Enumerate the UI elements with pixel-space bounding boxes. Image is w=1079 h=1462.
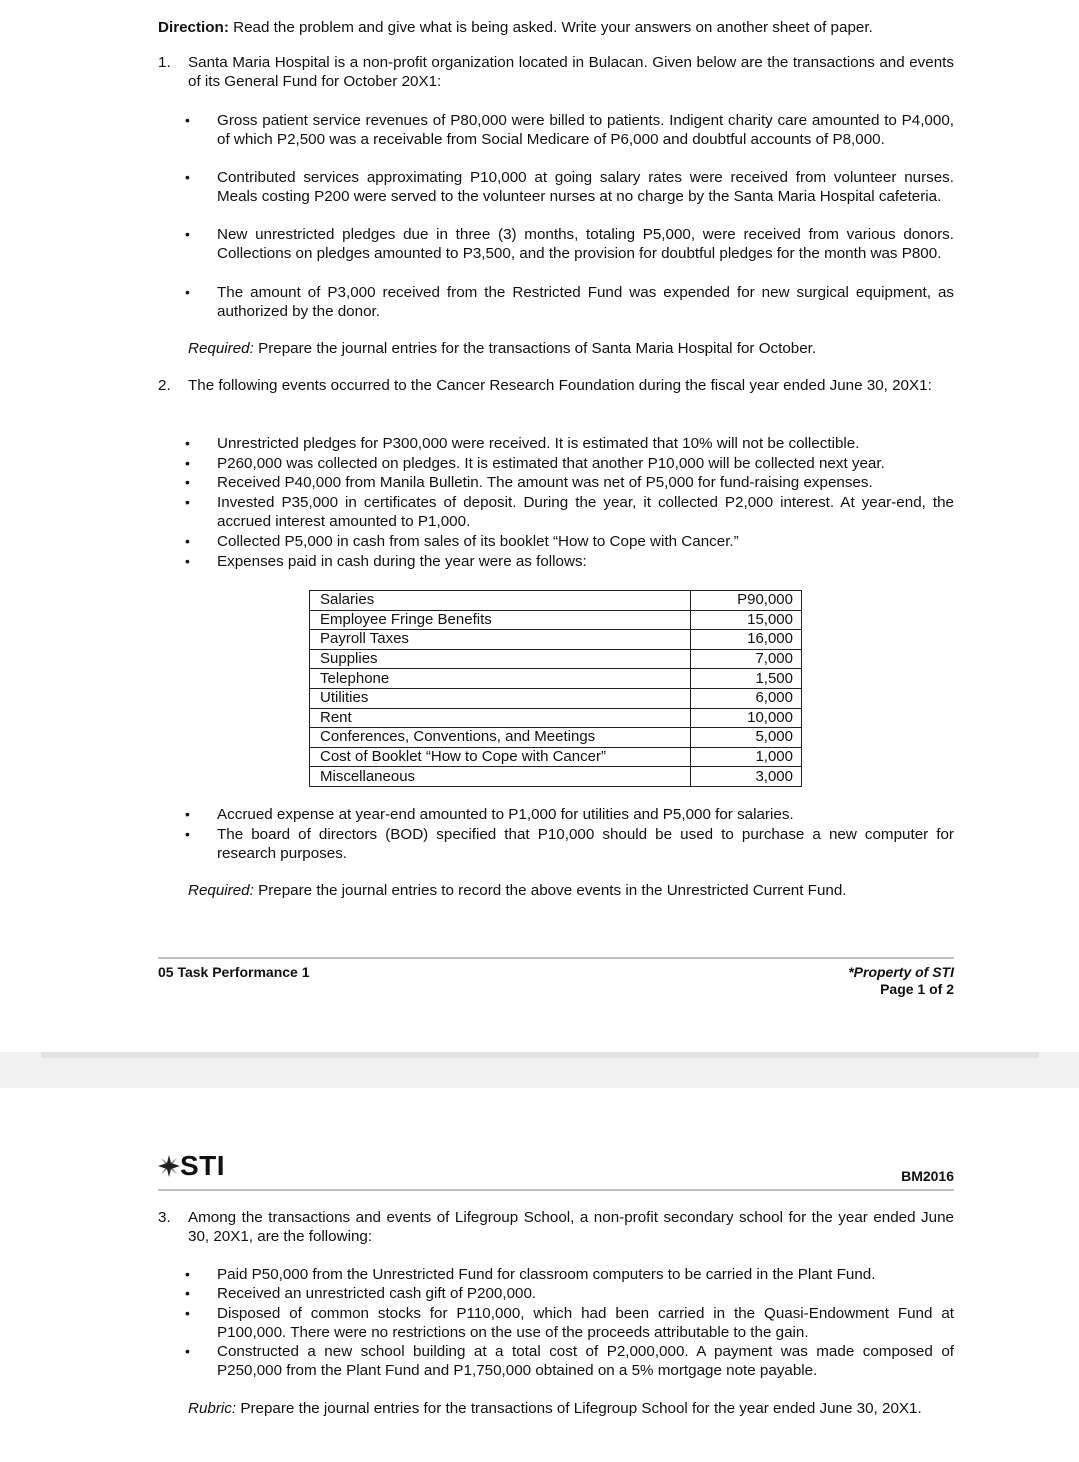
problem-2-bullet-1: Unrestricted pledges for P300,000 were received. It is estimated that 10% will not be collectible. [217,435,860,452]
table-row [310,708,802,728]
table-row [310,649,802,669]
expense-item: Telephone [310,669,691,689]
expenses-table [309,590,802,787]
footer-course: 05 Task Performance 1 [158,964,310,980]
bullet-icon: • [185,284,190,300]
bullet-icon: • [185,1266,190,1282]
required-text: Prepare the journal entries for the transactions of Santa Maria Hospital for October. [258,340,817,357]
required-label: Required: [188,882,254,899]
rubric-label: Rubric: [188,1400,237,1417]
expense-amount: 16,000 [691,630,802,650]
table-row [310,630,802,650]
table-row [310,669,802,689]
expense-item: Payroll Taxes [310,630,691,650]
problem-1-intro: Santa Maria Hospital is a non-profit organization located in Bulacan. Given below are the transactions and events of its General Fund for October 20X1: [188,54,954,90]
page-2 [41,1088,1039,1462]
expense-amount: 15,000 [691,610,802,630]
expense-amount: 10,000 [691,708,802,728]
problem-2-bullet-4: Invested P35,000 in certificates of deposit. During the year, it collected P2,000 interest. At year-end, the accrued interest amounted to P1,000. [217,494,954,530]
problem-2-bullet-3: Received P40,000 from Manila Bulletin. The amount was net of P5,000 for fund-raising expenses. [217,474,873,491]
logo-text: STI [180,1150,226,1181]
expense-item: Salaries [310,591,691,611]
footer-right [848,964,954,998]
problem-2-bullet-2: P260,000 was collected on pledges. It is estimated that another P10,000 will be collected next year. [217,455,885,472]
bullet-icon: • [185,1285,190,1301]
expense-amount: 1,000 [691,747,802,767]
page-gap [0,1052,1079,1088]
expense-item: Conferences, Conventions, and Meetings [310,728,691,748]
problem-3-bullet-3: Disposed of common stocks for P110,000, which had been carried in the Quasi-Endowment Fund at P100,000. There were no restrictions on the use of the proceeds attributable to the gain. [217,1305,954,1341]
table-row [310,591,802,611]
page-1 [41,0,1039,1052]
expense-item: Miscellaneous [310,767,691,787]
problem-1-bullet-4: The amount of P3,000 received from the Restricted Fund was expended for new surgical equipment, as authorized by the donor. [217,284,954,320]
problem-2-intro: The following events occurred to the Cancer Research Foundation during the fiscal year ended June 30, 20X1: [188,377,932,394]
bullet-icon: • [185,112,190,128]
expense-item: Utilities [310,688,691,708]
required-text: Prepare the journal entries to record the above events in the Unrestricted Current Fund. [258,882,847,899]
expense-amount: 1,500 [691,669,802,689]
problem-1-bullet-1: Gross patient service revenues of P80,000 were billed to patients. Indigent charity care amounted to P4,000, of which P2,500 was a receivable from Social Medicare of P6,000 and doubtful accounts of P8,000. [217,112,954,148]
bullet-icon: • [185,1305,190,1321]
bullet-icon: • [185,533,190,549]
bullet-icon: • [185,826,190,842]
table-row [310,747,802,767]
table-row [310,728,802,748]
problem-1-bullet-2: Contributed services approximating P10,000 at going salary rates were received from volunteer nurses. Meals costing P200 were served to the volunteer nurses at no charge by the Santa Maria Hospital cafeteria. [217,169,954,205]
direction [158,18,873,37]
header-divider [158,1189,954,1191]
problem-1-required [188,339,816,358]
bullet-icon: • [185,435,190,451]
problem-1-number: 1. [158,54,171,71]
expense-item: Cost of Booklet “How to Cope with Cancer” [310,747,691,767]
problem-3-intro: Among the transactions and events of Lifegroup School, a non-profit secondary school for the year ended June 30, 20X1, are the following: [188,1209,954,1245]
problem-2-bullet-6: Expenses paid in cash during the year were as follows: [217,553,587,570]
problem-3-number: 3. [158,1209,171,1226]
expense-amount: 3,000 [691,767,802,787]
expense-amount: 7,000 [691,649,802,669]
problem-3-bullet-2: Received an unrestricted cash gift of P200,000. [217,1285,537,1302]
problem-1-bullet-3: New unrestricted pledges due in three (3) months, totaling P5,000, were received from various donors. Collections on pledges amounted to P3,500, and the provision for doubtful pledges for the month was P800. [217,226,954,262]
expense-amount: 6,000 [691,688,802,708]
bullet-icon: • [185,494,190,510]
expense-item: Supplies [310,649,691,669]
direction-label: Direction: [158,19,229,36]
table-row [310,767,802,787]
bullet-icon: • [185,226,190,242]
problem-3-bullet-4: Constructed a new school building at a total cost of P2,000,000. A payment was made composed of P250,000 from the Plant Fund and P1,750,000 obtained on a 5% mortgage note payable. [217,1343,954,1379]
document-code: BM2016 [901,1168,954,1184]
problem-2-bullet-5: Collected P5,000 in cash from sales of its booklet “How to Cope with Cancer.” [217,533,739,550]
problem-2-number: 2. [158,377,171,394]
problem-2-required [188,881,847,900]
table-row [310,610,802,630]
footer-page-number: Page 1 of 2 [880,981,954,997]
expense-item: Employee Fringe Benefits [310,610,691,630]
problem-2-bullet-7: Accrued expense at year-end amounted to P1,000 for utilities and P5,000 for salaries. [217,806,794,823]
problem-3-rubric [188,1399,954,1418]
bullet-icon: • [185,553,190,569]
expense-item: Rent [310,708,691,728]
table-row [310,688,802,708]
bullet-icon: • [185,169,190,185]
sti-star-icon [158,1155,180,1177]
direction-text: Read the problem and give what is being asked. Write your answers on another sheet of paper. [233,19,873,36]
expense-amount: 5,000 [691,728,802,748]
footer-property: *Property of STI [848,964,954,980]
expense-amount: P90,000 [691,591,802,611]
problem-3-bullet-1: Paid P50,000 from the Unrestricted Fund for classroom computers to be carried in the Plant Fund. [217,1266,876,1283]
problem-2-bullet-8: The board of directors (BOD) specified that P10,000 should be used to purchase a new computer for research purposes. [217,826,954,862]
bullet-icon: • [185,806,190,822]
bullet-icon: • [185,455,190,471]
bullet-icon: • [185,1343,190,1359]
bullet-icon: • [185,474,190,490]
rubric-text: Prepare the journal entries for the transactions of Lifegroup School for the year ended June 30, 20X1. [240,1400,922,1417]
required-label: Required: [188,340,254,357]
footer-divider [158,957,954,959]
sti-logo [158,1150,225,1182]
